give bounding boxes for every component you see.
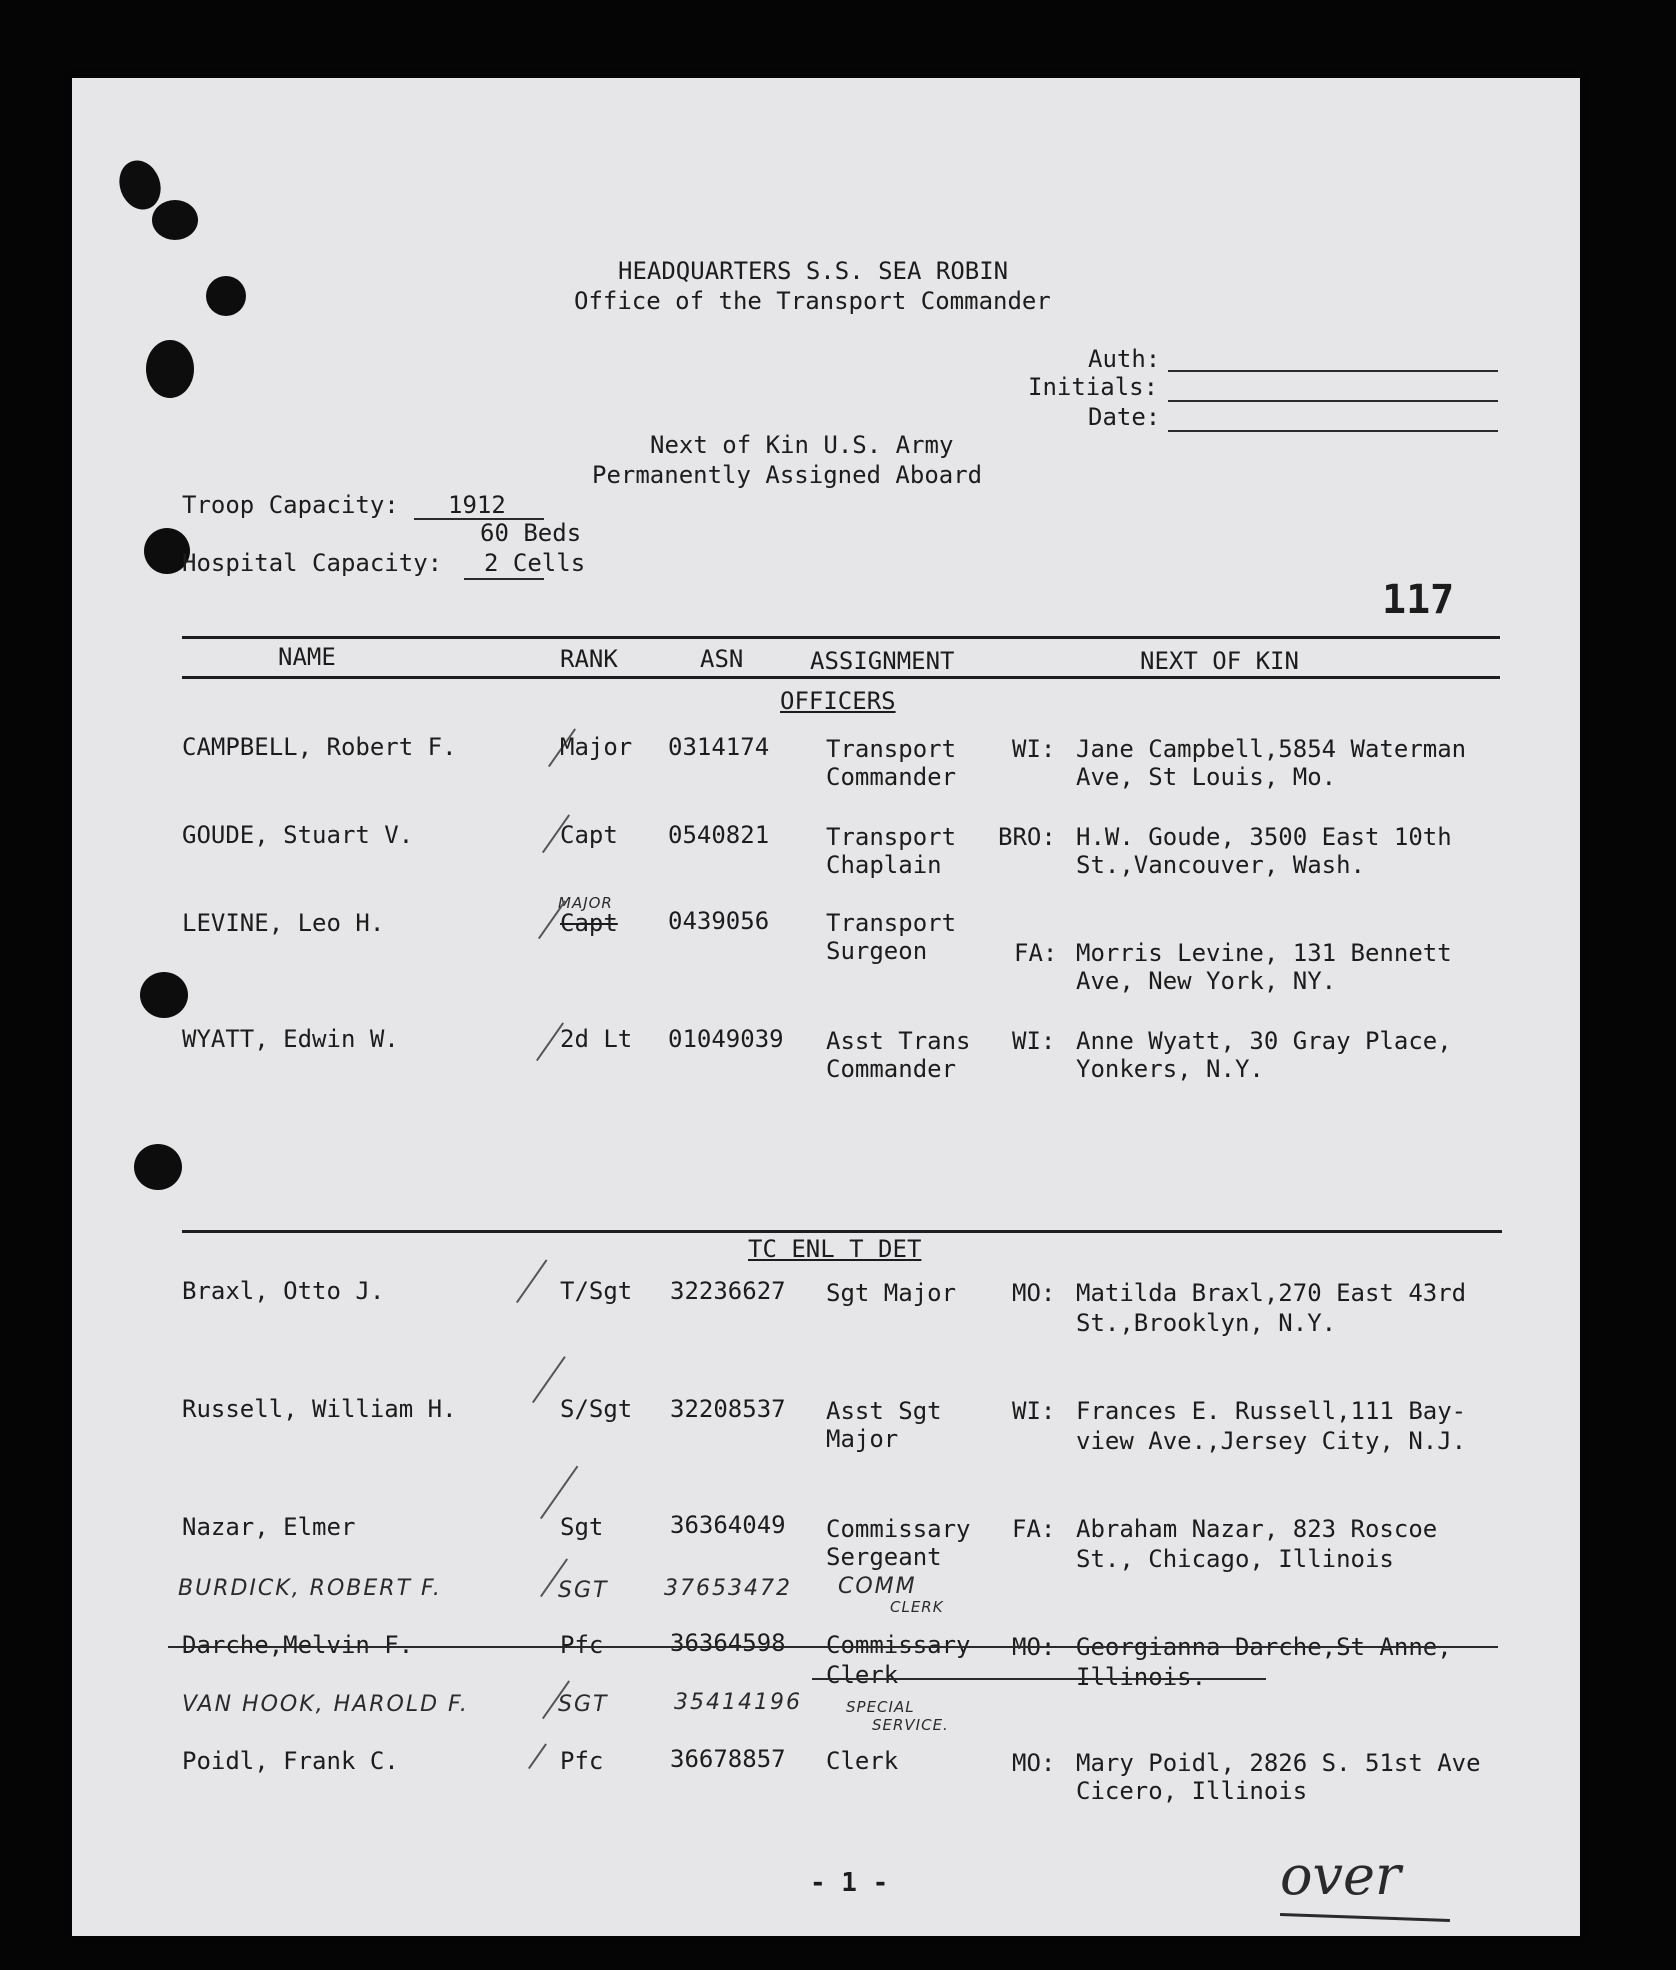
officer-relation: WI:: [1012, 1027, 1056, 1055]
handwritten-rank-correction: MAJOR: [558, 894, 613, 912]
handwritten-assignment-2: CLERK: [890, 1598, 944, 1616]
officer-assignment-1: Transport: [826, 823, 957, 851]
enlisted-assignment-1: Clerk: [826, 1747, 899, 1775]
enlisted-asn: 36364049: [670, 1511, 786, 1539]
col-assignment: ASSIGNMENT: [810, 647, 955, 675]
section-divider: [182, 1230, 1502, 1233]
officer-asn: 0439056: [668, 907, 770, 935]
strike-through-line: [168, 1646, 1498, 1648]
punch-hole: [146, 340, 194, 398]
col-name: NAME: [278, 643, 336, 671]
header-subtitle: Office of the Transport Commander: [574, 287, 1051, 315]
enlisted-asn: 36678857: [670, 1745, 786, 1773]
enlisted-kin-1: Mary Poidl, 2826 S. 51st Ave: [1076, 1749, 1481, 1777]
officer-kin-2: Ave, New York, NY.: [1076, 967, 1337, 995]
auth-label: Auth:: [1088, 345, 1161, 373]
struck-rank: Pfc: [560, 1631, 604, 1659]
officer-kin-2: Ave, St Louis, Mo.: [1076, 763, 1337, 791]
officer-kin-2: St.,Vancouver, Wash.: [1076, 851, 1365, 879]
punch-hole: [134, 1144, 182, 1190]
officer-name: CAMPBELL, Robert F.: [182, 733, 457, 761]
col-asn: ASN: [700, 645, 744, 673]
officer-kin-1: Anne Wyatt, 30 Gray Place,: [1076, 1027, 1452, 1055]
enlisted-name: Poidl, Frank C.: [182, 1747, 399, 1775]
hospital-capacity-underline: [464, 578, 544, 580]
officer-assignment-2: Commander: [826, 763, 957, 791]
handwritten-assignment-1: COMM: [838, 1574, 917, 1599]
punch-hole: [140, 972, 188, 1018]
officer-name: GOUDE, Stuart V.: [182, 821, 414, 849]
enlisted-kin-2: St., Chicago, Illinois: [1076, 1545, 1394, 1573]
struck-asn: 36364598: [670, 1629, 786, 1657]
enlisted-assignment-2: Major: [826, 1425, 899, 1453]
enlisted-asn: 32208537: [670, 1395, 786, 1423]
enlisted-kin-1: Abraham Nazar, 823 Roscoe: [1076, 1515, 1438, 1543]
struck-name: Darche,Melvin F.: [182, 1631, 414, 1659]
page-number: - 1 -: [810, 1868, 889, 1898]
header-title: HEADQUARTERS S.S. SEA ROBIN: [618, 257, 1009, 285]
enlisted-rank: T/Sgt: [560, 1277, 633, 1305]
enlisted-kin-2: St.,Brooklyn, N.Y.: [1076, 1309, 1337, 1337]
initials-field[interactable]: [1168, 400, 1498, 402]
enlisted-kin-2: Cicero, Illinois: [1076, 1777, 1308, 1805]
officer-kin-2: Yonkers, N.Y.: [1076, 1055, 1264, 1083]
hospital-cells: 2 Cells: [484, 549, 586, 577]
struck-relation: MO:: [1012, 1633, 1056, 1661]
officer-relation: WI:: [1012, 735, 1056, 763]
initials-label: Initials:: [1028, 373, 1159, 401]
struck-kin-1: Georgianna Darche,St Anne,: [1076, 1633, 1452, 1661]
officer-kin-1: Jane Campbell,5854 Waterman: [1076, 735, 1467, 763]
handwritten-assignment-1: SPECIAL: [846, 1698, 915, 1716]
officer-assignment-1: Asst Trans: [826, 1027, 971, 1055]
enlisted-rank: Pfc: [560, 1747, 604, 1775]
enlisted-relation: FA:: [1012, 1515, 1056, 1543]
hospital-capacity-label: Hospital Capacity:: [182, 549, 443, 577]
enlisted-assignment-1: Asst Sgt: [826, 1397, 942, 1425]
enlisted-kin-1: Matilda Braxl,270 East 43rd: [1076, 1279, 1467, 1307]
ink-blot: [152, 200, 198, 240]
struck-assignment-2: Clerk: [826, 1661, 899, 1689]
strike-through-line: [812, 1678, 1266, 1680]
officer-kin-1: Morris Levine, 131 Bennett: [1076, 939, 1452, 967]
enlisted-assignment-1: Sgt Major: [826, 1279, 957, 1307]
struck-assignment-1: Commissary: [826, 1631, 971, 1659]
enlisted-kin-1: Frances E. Russell,111 Bay-: [1076, 1397, 1467, 1425]
officer-rank: Major: [560, 733, 633, 761]
document-number: 117: [1382, 577, 1455, 623]
handwritten-rank: SGT: [558, 1692, 609, 1717]
enlisted-assignment-1: Commissary: [826, 1515, 971, 1543]
list-subtitle-2: Permanently Assigned Aboard: [592, 461, 983, 489]
hospital-beds: 60 Beds: [480, 519, 582, 547]
handwritten-name: VAN HOOK, HAROLD F.: [182, 1692, 469, 1717]
date-field[interactable]: [1168, 430, 1498, 432]
list-subtitle-1: Next of Kin U.S. Army: [650, 431, 954, 459]
officer-assignment-2: Surgeon: [826, 937, 928, 965]
enlisted-asn: 32236627: [670, 1277, 786, 1305]
officer-name: LEVINE, Leo H.: [182, 909, 385, 937]
officer-rank: 2d Lt: [560, 1025, 633, 1053]
enlisted-relation: MO:: [1012, 1279, 1056, 1307]
enlisted-name: Nazar, Elmer: [182, 1513, 356, 1541]
officer-kin-1: H.W. Goude, 3500 East 10th: [1076, 823, 1452, 851]
officer-assignment-2: Commander: [826, 1055, 957, 1083]
enlisted-name: Braxl, Otto J.: [182, 1277, 385, 1305]
enlisted-relation: MO:: [1012, 1749, 1056, 1777]
officer-relation: BRO:: [998, 823, 1056, 851]
handwritten-name: BURDICK, ROBERT F.: [178, 1576, 442, 1601]
enlisted-rank: S/Sgt: [560, 1395, 633, 1423]
handwritten-over: over: [1280, 1844, 1401, 1907]
enlisted-relation: WI:: [1012, 1397, 1056, 1425]
enlisted-name: Russell, William H.: [182, 1395, 457, 1423]
troop-capacity-label: Troop Capacity:: [182, 491, 399, 519]
officer-asn: 01049039: [668, 1025, 784, 1053]
col-rank: RANK: [560, 645, 618, 673]
enlisted-assignment-2: Sergeant: [826, 1543, 942, 1571]
officer-rank: Capt: [560, 821, 618, 849]
officer-assignment-2: Chaplain: [826, 851, 942, 879]
enlisted-kin-2: view Ave.,Jersey City, N.J.: [1076, 1427, 1467, 1455]
troop-capacity-value: 1912: [448, 491, 506, 519]
table-top-rule: [182, 636, 1500, 639]
handwritten-asn: 35414196: [674, 1690, 802, 1715]
punch-hole: [206, 276, 246, 316]
auth-field[interactable]: [1168, 370, 1498, 372]
col-next-of-kin: NEXT OF KIN: [1140, 647, 1299, 675]
officer-rank-struck: Capt: [560, 909, 618, 937]
table-header-rule: [182, 676, 1500, 679]
officer-assignment-1: Transport: [826, 735, 957, 763]
handwritten-asn: 37653472: [664, 1576, 792, 1601]
section-heading-officers: OFFICERS: [780, 687, 896, 715]
officer-name: WYATT, Edwin W.: [182, 1025, 399, 1053]
handwritten-rank: SGT: [558, 1578, 609, 1603]
handwritten-assignment-2: SERVICE.: [872, 1716, 949, 1734]
officer-asn: 0540821: [668, 821, 770, 849]
date-label: Date:: [1088, 403, 1161, 431]
enlisted-rank: Sgt: [560, 1513, 604, 1541]
officer-relation: FA:: [1014, 939, 1058, 967]
officer-asn: 0314174: [668, 733, 770, 761]
section-heading-enlisted: TC ENL T DET: [748, 1235, 922, 1263]
officer-assignment-1: Transport: [826, 909, 957, 937]
struck-kin-2: Illinois.: [1076, 1663, 1207, 1691]
